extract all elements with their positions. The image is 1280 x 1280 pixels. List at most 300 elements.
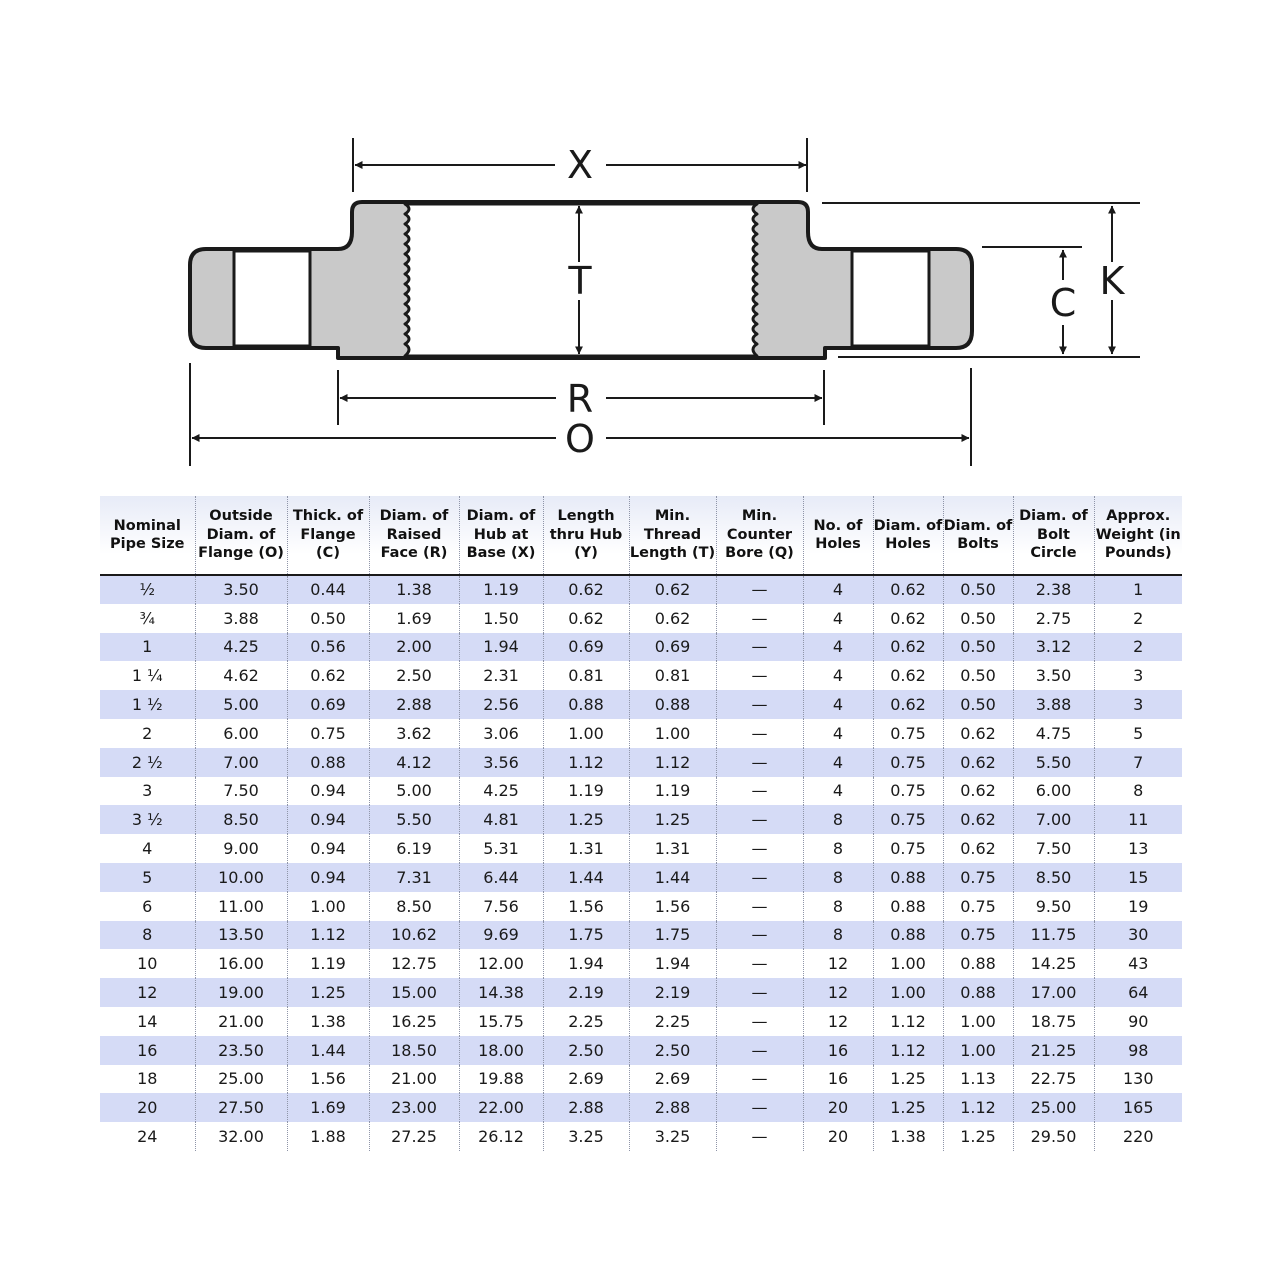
table-cell: 11 — [1094, 805, 1182, 834]
table-cell: 3.06 — [459, 719, 543, 748]
table-cell: 0.88 — [873, 921, 943, 950]
table-cell: 0.88 — [873, 863, 943, 892]
table-cell: 1.00 — [943, 1007, 1013, 1036]
table-cell: 0.50 — [943, 633, 1013, 662]
table-cell: — — [716, 719, 803, 748]
table-cell: 16 — [803, 1065, 873, 1094]
table-cell: 2.75 — [1013, 604, 1094, 633]
table-row — [100, 805, 1182, 834]
table-cell: — — [716, 604, 803, 633]
column-header: No. of Holes — [803, 496, 873, 575]
table-cell: 1.19 — [459, 575, 543, 604]
table-cell: 0.69 — [543, 633, 629, 662]
table-cell: 1.19 — [287, 949, 369, 978]
table-cell: 30 — [1094, 921, 1182, 950]
table-cell: 5 — [100, 863, 195, 892]
table-cell: 1.94 — [629, 949, 716, 978]
table-cell: 98 — [1094, 1036, 1182, 1065]
column-header: Diam. of Bolt Circle — [1013, 496, 1094, 575]
table-row — [100, 1036, 1182, 1065]
table-cell: 7.00 — [195, 748, 287, 777]
table-cell: 1.25 — [287, 978, 369, 1007]
table-cell: — — [716, 690, 803, 719]
table-cell: 1.75 — [629, 921, 716, 950]
table-cell: 7.56 — [459, 892, 543, 921]
table-cell: ½ — [100, 575, 195, 604]
table-cell: 1 ½ — [100, 690, 195, 719]
table-cell: 1.25 — [543, 805, 629, 834]
table-cell: 0.50 — [943, 661, 1013, 690]
table-cell: 4 — [100, 834, 195, 863]
table-cell: 1.12 — [629, 748, 716, 777]
table-cell: 4 — [803, 777, 873, 806]
table-cell: 1.44 — [287, 1036, 369, 1065]
table-cell: 4.62 — [195, 661, 287, 690]
table-cell: 5.31 — [459, 834, 543, 863]
table-cell: 0.62 — [873, 575, 943, 604]
table-cell: — — [716, 575, 803, 604]
table-cell: 8.50 — [1013, 863, 1094, 892]
table-cell: 20 — [100, 1093, 195, 1122]
table-cell: 3 — [1094, 661, 1182, 690]
flange-dimensions-table — [100, 496, 1182, 1151]
table-cell: 2 — [1094, 604, 1182, 633]
table-cell: 2.88 — [543, 1093, 629, 1122]
table-cell: 6.00 — [1013, 777, 1094, 806]
table-cell: 0.62 — [943, 748, 1013, 777]
table-cell: 14 — [100, 1007, 195, 1036]
table-cell: 1.31 — [543, 834, 629, 863]
table-cell: 8 — [803, 892, 873, 921]
table-cell: 1.69 — [287, 1093, 369, 1122]
table-cell: 5 — [1094, 719, 1182, 748]
table-cell: 6.44 — [459, 863, 543, 892]
column-header: Nominal Pipe Size — [100, 496, 195, 575]
table-cell: 11.75 — [1013, 921, 1094, 950]
table-row — [100, 604, 1182, 633]
table-row — [100, 777, 1182, 806]
table-row — [100, 1065, 1182, 1094]
table-cell: 13.50 — [195, 921, 287, 950]
table-cell: 0.75 — [287, 719, 369, 748]
table-cell: 8 — [803, 921, 873, 950]
table-cell: 18 — [100, 1065, 195, 1094]
table-cell: 25.00 — [195, 1065, 287, 1094]
table-cell: 10 — [100, 949, 195, 978]
table-cell: 3.25 — [629, 1122, 716, 1151]
table-cell: 12 — [100, 978, 195, 1007]
table-cell: 5.50 — [1013, 748, 1094, 777]
table-cell: 16.00 — [195, 949, 287, 978]
table-cell: 0.75 — [873, 777, 943, 806]
table-cell: 8.50 — [369, 892, 459, 921]
table-cell: 12.00 — [459, 949, 543, 978]
table-cell: 0.44 — [287, 575, 369, 604]
table-cell: 3.88 — [195, 604, 287, 633]
table-cell: 12 — [803, 1007, 873, 1036]
threaded-flange-diagram — [0, 0, 1280, 480]
header-row — [100, 496, 1182, 575]
table-cell: 4.75 — [1013, 719, 1094, 748]
table-cell: 0.88 — [943, 949, 1013, 978]
table-cell: 0.50 — [943, 604, 1013, 633]
table-cell: 4 — [803, 604, 873, 633]
table-cell: 2.25 — [543, 1007, 629, 1036]
table-cell: 1.13 — [943, 1065, 1013, 1094]
table-cell: 12 — [803, 949, 873, 978]
dimension-label-t: T — [568, 259, 592, 303]
column-header: Diam. of Hub at Base (X) — [459, 496, 543, 575]
table-cell: 0.69 — [287, 690, 369, 719]
table-cell: 1.12 — [873, 1036, 943, 1065]
table-cell: 12.75 — [369, 949, 459, 978]
table-cell: — — [716, 777, 803, 806]
dimension-label-c: C — [1049, 281, 1077, 325]
table-cell: 8 — [100, 921, 195, 950]
table-cell: 18.50 — [369, 1036, 459, 1065]
table-cell: 2.50 — [629, 1036, 716, 1065]
table-cell: — — [716, 949, 803, 978]
table-cell: 2 — [1094, 633, 1182, 662]
table-cell: 4 — [803, 575, 873, 604]
table-cell: 0.62 — [943, 777, 1013, 806]
table-cell: 2.00 — [369, 633, 459, 662]
table-cell: 2.88 — [369, 690, 459, 719]
table-cell: — — [716, 1007, 803, 1036]
table-cell: — — [716, 1093, 803, 1122]
table-cell: ¾ — [100, 604, 195, 633]
dimension-o — [192, 417, 969, 461]
table-cell: 0.94 — [287, 805, 369, 834]
table-cell: 32.00 — [195, 1122, 287, 1151]
table-cell: 0.50 — [943, 575, 1013, 604]
table-row — [100, 834, 1182, 863]
table-cell: 16 — [803, 1036, 873, 1065]
table-cell: 220 — [1094, 1122, 1182, 1151]
table-cell: 21.00 — [195, 1007, 287, 1036]
column-header: Approx. Weight (in Pounds) — [1094, 496, 1182, 575]
table-cell: 3.62 — [369, 719, 459, 748]
table-cell: 90 — [1094, 1007, 1182, 1036]
table-cell: 22.00 — [459, 1093, 543, 1122]
dimension-label-k: K — [1099, 259, 1125, 303]
table-cell: 6.19 — [369, 834, 459, 863]
table-cell: 0.69 — [629, 633, 716, 662]
table-cell: 2.19 — [629, 978, 716, 1007]
table-row — [100, 1093, 1182, 1122]
table-cell: — — [716, 834, 803, 863]
table-cell: 25.00 — [1013, 1093, 1094, 1122]
table-cell: 7.31 — [369, 863, 459, 892]
table-cell: 1 — [100, 633, 195, 662]
table-cell: 2 — [100, 719, 195, 748]
table-cell: 1.19 — [629, 777, 716, 806]
column-header: Diam. of Holes — [873, 496, 943, 575]
table-cell: 2.19 — [543, 978, 629, 1007]
column-header: Length thru Hub (Y) — [543, 496, 629, 575]
table-cell: 1.25 — [873, 1093, 943, 1122]
dimension-label-x: X — [566, 143, 594, 187]
table-cell: 14.38 — [459, 978, 543, 1007]
table-cell: 23.50 — [195, 1036, 287, 1065]
table-cell: — — [716, 748, 803, 777]
table-cell: 1.00 — [873, 949, 943, 978]
table-cell: — — [716, 1122, 803, 1151]
table-cell: 0.88 — [543, 690, 629, 719]
table-cell: 1.88 — [287, 1122, 369, 1151]
table-cell: 130 — [1094, 1065, 1182, 1094]
table-cell: 1.25 — [873, 1065, 943, 1094]
table-cell: 3.25 — [543, 1122, 629, 1151]
table-cell: 1.38 — [873, 1122, 943, 1151]
table-cell: 5.00 — [195, 690, 287, 719]
table-cell: 16 — [100, 1036, 195, 1065]
table-cell: 3.12 — [1013, 633, 1094, 662]
table-cell: 0.81 — [543, 661, 629, 690]
table-cell: 1.25 — [943, 1122, 1013, 1151]
table-cell: 8.50 — [195, 805, 287, 834]
table-cell: 14.25 — [1013, 949, 1094, 978]
table-cell: 1.25 — [629, 805, 716, 834]
table-cell: 0.62 — [543, 604, 629, 633]
table-cell: 4 — [803, 748, 873, 777]
table-cell: 4.25 — [195, 633, 287, 662]
table-cell: 0.56 — [287, 633, 369, 662]
table-cell: 2.31 — [459, 661, 543, 690]
table-cell: 7 — [1094, 748, 1182, 777]
table-cell: 0.62 — [873, 661, 943, 690]
table-cell: 1.56 — [287, 1065, 369, 1094]
table-cell: 1.31 — [629, 834, 716, 863]
right-bolt-hole — [852, 251, 929, 346]
table-row — [100, 1007, 1182, 1036]
table-row — [100, 892, 1182, 921]
table-cell: 23.00 — [369, 1093, 459, 1122]
table-cell: 0.88 — [873, 892, 943, 921]
table-cell: 18.00 — [459, 1036, 543, 1065]
table-cell: 4 — [803, 690, 873, 719]
table-cell: 6 — [100, 892, 195, 921]
table-cell: 3.50 — [1013, 661, 1094, 690]
table-cell: 1.12 — [287, 921, 369, 950]
table-cell: 10.62 — [369, 921, 459, 950]
table-cell: 8 — [803, 805, 873, 834]
table-cell: 15 — [1094, 863, 1182, 892]
table-row — [100, 633, 1182, 662]
table-cell: 1.38 — [287, 1007, 369, 1036]
table-cell: 1.56 — [543, 892, 629, 921]
table-cell: 1.00 — [287, 892, 369, 921]
table-cell: 0.94 — [287, 863, 369, 892]
table-cell: 0.62 — [873, 604, 943, 633]
table-cell: 4 — [803, 719, 873, 748]
table-cell: 15.00 — [369, 978, 459, 1007]
table-cell: — — [716, 978, 803, 1007]
table-cell: 0.50 — [943, 690, 1013, 719]
table-cell: 21.00 — [369, 1065, 459, 1094]
table-cell: 0.88 — [943, 978, 1013, 1007]
table-cell: 29.50 — [1013, 1122, 1094, 1151]
table-body — [100, 575, 1182, 1151]
table-cell: 11.00 — [195, 892, 287, 921]
table-row — [100, 978, 1182, 1007]
table-cell: 0.75 — [873, 805, 943, 834]
table-cell: 7.50 — [195, 777, 287, 806]
column-header: Thick. of Flange (C) — [287, 496, 369, 575]
table-cell: 10.00 — [195, 863, 287, 892]
table-cell: — — [716, 805, 803, 834]
table-cell: 4 — [803, 661, 873, 690]
table-cell: 0.75 — [943, 863, 1013, 892]
table-cell: 0.62 — [629, 575, 716, 604]
table-cell: 1.44 — [629, 863, 716, 892]
dimension-r — [340, 377, 822, 421]
table-cell: 4.25 — [459, 777, 543, 806]
table-cell: 9.00 — [195, 834, 287, 863]
table-cell: 0.88 — [287, 748, 369, 777]
table-cell: 4.12 — [369, 748, 459, 777]
table-cell: 0.75 — [873, 834, 943, 863]
table-cell: 0.88 — [629, 690, 716, 719]
table-cell: 2.25 — [629, 1007, 716, 1036]
table-header — [100, 496, 1182, 575]
table-cell: 8 — [803, 834, 873, 863]
table-cell: 1.38 — [369, 575, 459, 604]
table-cell: 27.50 — [195, 1093, 287, 1122]
left-bolt-hole — [234, 251, 310, 346]
dimension-k — [1100, 206, 1126, 354]
table-cell: 3.56 — [459, 748, 543, 777]
table-cell: 3 — [100, 777, 195, 806]
table-cell: 3 ½ — [100, 805, 195, 834]
table-cell: 7.50 — [1013, 834, 1094, 863]
table-cell: 1.12 — [873, 1007, 943, 1036]
table-cell: 1 ¼ — [100, 661, 195, 690]
column-header: Diam. of Bolts — [943, 496, 1013, 575]
table-cell: 19.00 — [195, 978, 287, 1007]
table-cell: 8 — [1094, 777, 1182, 806]
table-cell: 2.69 — [629, 1065, 716, 1094]
table-cell: 0.94 — [287, 834, 369, 863]
table-cell: 19.88 — [459, 1065, 543, 1094]
table-cell: — — [716, 863, 803, 892]
table-cell: 18.75 — [1013, 1007, 1094, 1036]
table-cell: 1.00 — [543, 719, 629, 748]
table-cell: 20 — [803, 1093, 873, 1122]
dimension-c — [1050, 250, 1077, 354]
table-cell: 1.00 — [629, 719, 716, 748]
table-cell: 2.69 — [543, 1065, 629, 1094]
table-cell: 0.94 — [287, 777, 369, 806]
table-cell: 1.69 — [369, 604, 459, 633]
table-cell: 15.75 — [459, 1007, 543, 1036]
column-header: Min. Thread Length (T) — [629, 496, 716, 575]
table-cell: — — [716, 892, 803, 921]
table-cell: 2.50 — [369, 661, 459, 690]
table-cell: 24 — [100, 1122, 195, 1151]
table-cell: 1.56 — [629, 892, 716, 921]
table-cell: 0.62 — [873, 633, 943, 662]
table-cell: 2.56 — [459, 690, 543, 719]
column-header: Outside Diam. of Flange (O) — [195, 496, 287, 575]
table-cell: — — [716, 1036, 803, 1065]
table-cell: 1.94 — [543, 949, 629, 978]
table-row — [100, 575, 1182, 604]
table-cell: 1.50 — [459, 604, 543, 633]
table-cell: 21.25 — [1013, 1036, 1094, 1065]
table-cell: 0.81 — [629, 661, 716, 690]
table-cell: 0.62 — [943, 834, 1013, 863]
table-cell: 1.44 — [543, 863, 629, 892]
table-cell: 2.50 — [543, 1036, 629, 1065]
table-cell: 0.75 — [873, 748, 943, 777]
table-cell: 8 — [803, 863, 873, 892]
table-cell: 2 ½ — [100, 748, 195, 777]
table-row — [100, 921, 1182, 950]
table-cell: 165 — [1094, 1093, 1182, 1122]
table-cell: 6.00 — [195, 719, 287, 748]
table-cell: 0.62 — [943, 719, 1013, 748]
table-row — [100, 690, 1182, 719]
table-cell: 0.75 — [943, 892, 1013, 921]
table-cell: 1 — [1094, 575, 1182, 604]
table-cell: — — [716, 1065, 803, 1094]
table-cell: — — [716, 921, 803, 950]
table-cell: 0.75 — [873, 719, 943, 748]
table-cell: 20 — [803, 1122, 873, 1151]
table-cell: 13 — [1094, 834, 1182, 863]
dimension-label-r: R — [566, 377, 594, 421]
table-cell: 1.12 — [543, 748, 629, 777]
column-header: Min. Counter Bore (Q) — [716, 496, 803, 575]
table-cell: 12 — [803, 978, 873, 1007]
table-row — [100, 748, 1182, 777]
dimension-x — [355, 143, 806, 187]
table-row — [100, 949, 1182, 978]
table-row — [100, 1122, 1182, 1151]
table-cell: 0.62 — [543, 575, 629, 604]
table-cell: 17.00 — [1013, 978, 1094, 1007]
table-cell: 1.12 — [943, 1093, 1013, 1122]
table-cell: 19 — [1094, 892, 1182, 921]
table-cell: 9.50 — [1013, 892, 1094, 921]
column-header: Diam. of Raised Face (R) — [369, 496, 459, 575]
table-cell: 0.62 — [943, 805, 1013, 834]
table-cell: — — [716, 633, 803, 662]
table-cell: 0.62 — [287, 661, 369, 690]
table-row — [100, 863, 1182, 892]
dimension-label-o: O — [565, 417, 595, 461]
table-cell: 3.88 — [1013, 690, 1094, 719]
table-cell: 2.38 — [1013, 575, 1094, 604]
table-cell: 0.50 — [287, 604, 369, 633]
table-cell: 22.75 — [1013, 1065, 1094, 1094]
table-row — [100, 661, 1182, 690]
table-cell: 26.12 — [459, 1122, 543, 1151]
table-cell: 27.25 — [369, 1122, 459, 1151]
table-cell: 2.88 — [629, 1093, 716, 1122]
table-cell: 4 — [803, 633, 873, 662]
table-cell: 1.19 — [543, 777, 629, 806]
table-cell: 43 — [1094, 949, 1182, 978]
table-cell: 0.62 — [873, 690, 943, 719]
table-cell: 3.50 — [195, 575, 287, 604]
table-cell: 1.00 — [943, 1036, 1013, 1065]
table-cell: — — [716, 661, 803, 690]
table-cell: 1.00 — [873, 978, 943, 1007]
table-cell: 1.75 — [543, 921, 629, 950]
table-cell: 0.62 — [629, 604, 716, 633]
